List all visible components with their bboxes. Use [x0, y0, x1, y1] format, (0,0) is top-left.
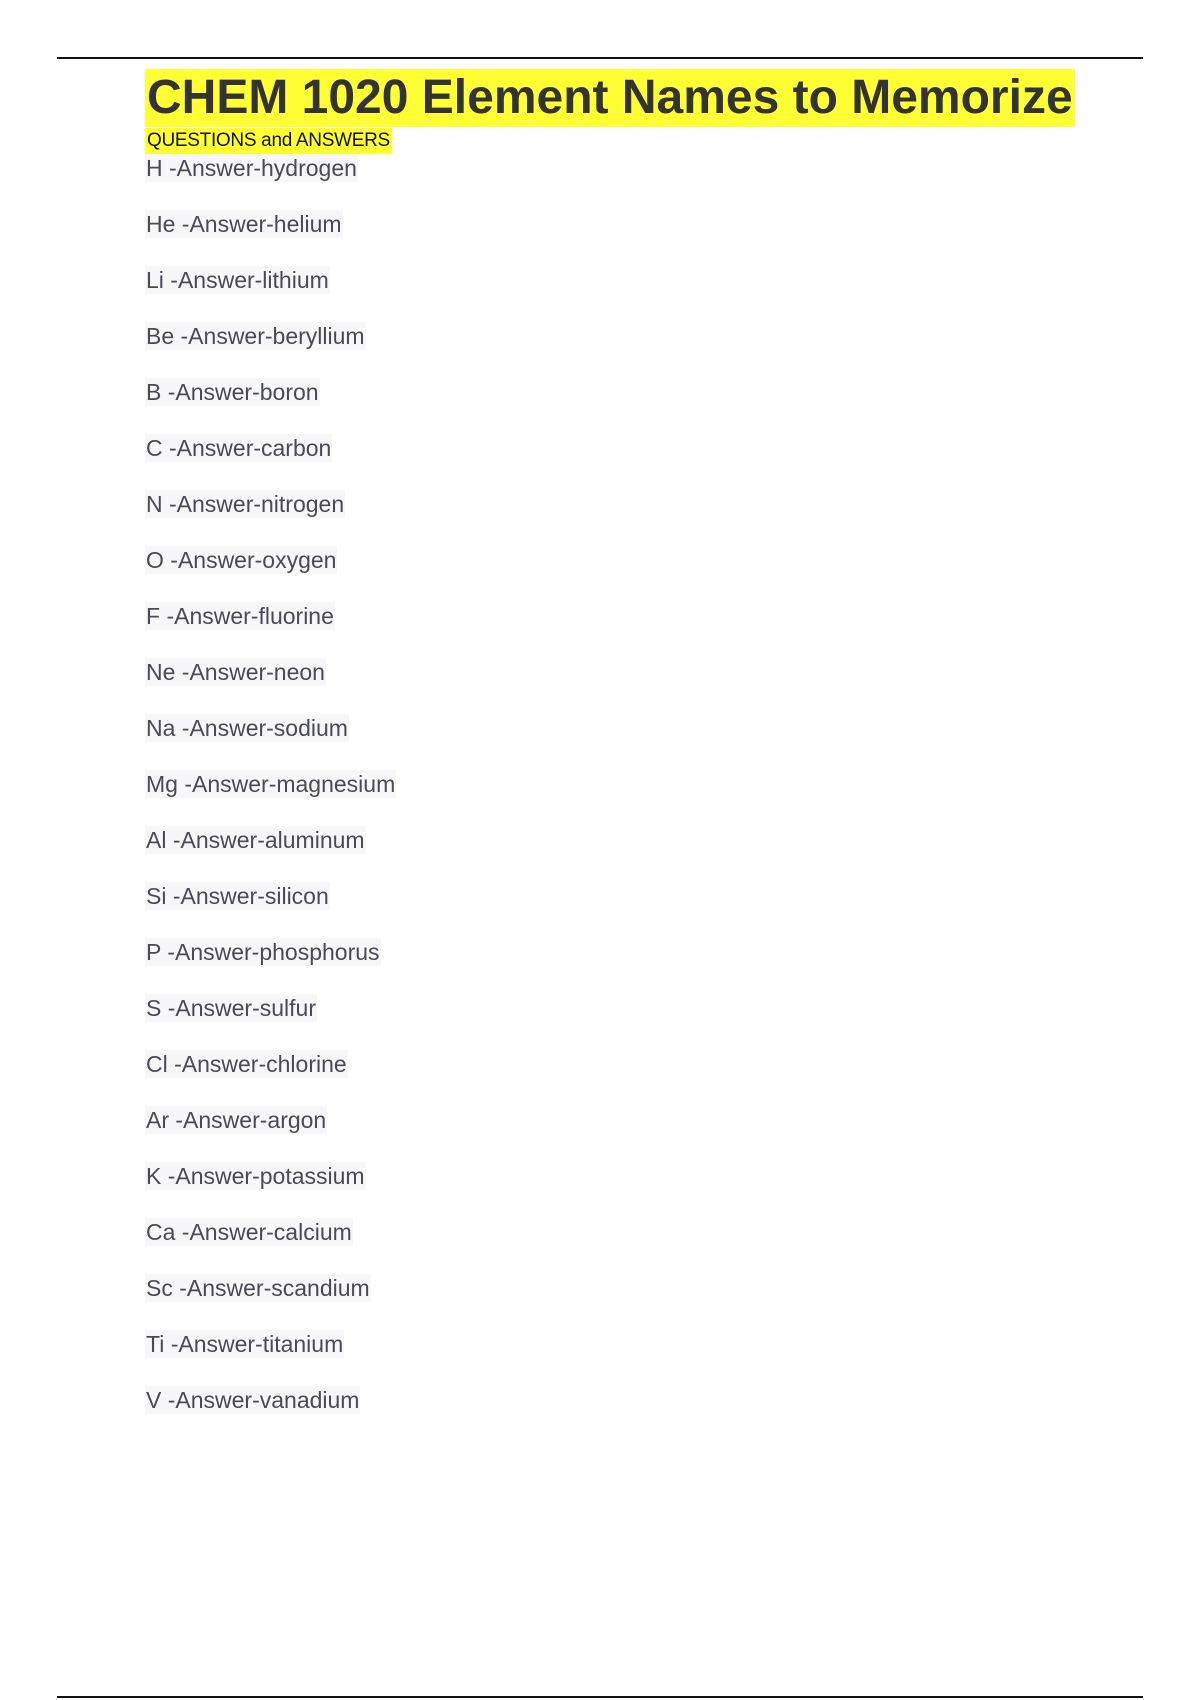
qa-item	[145, 262, 396, 318]
bottom-rule	[57, 1696, 1143, 1698]
qa-item-text: Ti -Answer-titanium	[146, 1331, 344, 1357]
qa-item	[145, 1326, 396, 1382]
qa-item-text: Cl -Answer-chlorine	[146, 1051, 347, 1077]
qa-item-text: H -Answer-hydrogen	[146, 155, 357, 181]
qa-item-text: Mg -Answer-magnesium	[146, 771, 396, 797]
qa-item-text: Si -Answer-silicon	[146, 883, 329, 909]
qa-item	[145, 1214, 396, 1270]
qa-item-text: P -Answer-phosphorus	[146, 939, 380, 965]
qa-item	[145, 542, 396, 598]
qa-item-text: O -Answer-oxygen	[146, 547, 337, 573]
qa-item-text: F -Answer-fluorine	[146, 603, 334, 629]
qa-item	[145, 654, 396, 710]
qa-item	[145, 486, 396, 542]
qa-list	[145, 150, 396, 1438]
qa-item-text: Al -Answer-aluminum	[146, 827, 365, 853]
qa-item	[145, 150, 396, 206]
qa-item-text: Be -Answer-beryllium	[146, 323, 365, 349]
qa-item	[145, 1046, 396, 1102]
page-subtitle: QUESTIONS and ANSWERS	[145, 128, 392, 154]
qa-item-text: Ne -Answer-neon	[146, 659, 325, 685]
qa-item-text: Ca -Answer-calcium	[146, 1219, 352, 1245]
qa-item-text: N -Answer-nitrogen	[146, 491, 345, 517]
qa-item	[145, 430, 396, 486]
qa-item-text: Li -Answer-lithium	[146, 267, 329, 293]
qa-item	[145, 822, 396, 878]
qa-item	[145, 1102, 396, 1158]
qa-item	[145, 878, 396, 934]
qa-item-text: Sc -Answer-scandium	[146, 1275, 370, 1301]
qa-item-text: Na -Answer-sodium	[146, 715, 348, 741]
qa-item	[145, 1270, 396, 1326]
qa-item-text: B -Answer-boron	[146, 379, 319, 405]
qa-item	[145, 206, 396, 262]
qa-item	[145, 1158, 396, 1214]
qa-item	[145, 710, 396, 766]
qa-item-text: Ar -Answer-argon	[146, 1107, 327, 1133]
qa-item-text: V -Answer-vanadium	[146, 1387, 360, 1413]
qa-item	[145, 1382, 396, 1438]
qa-item-text: K -Answer-potassium	[146, 1163, 365, 1189]
qa-item	[145, 374, 396, 430]
page-title: CHEM 1020 Element Names to Memorize	[145, 69, 1075, 127]
qa-item	[145, 934, 396, 990]
qa-item	[145, 766, 396, 822]
qa-item	[145, 598, 396, 654]
qa-item-text: S -Answer-sulfur	[146, 995, 316, 1021]
qa-item-text: C -Answer-carbon	[146, 435, 332, 461]
qa-item-text: He -Answer-helium	[146, 211, 342, 237]
top-rule	[57, 57, 1143, 59]
qa-item	[145, 318, 396, 374]
qa-item	[145, 990, 396, 1046]
